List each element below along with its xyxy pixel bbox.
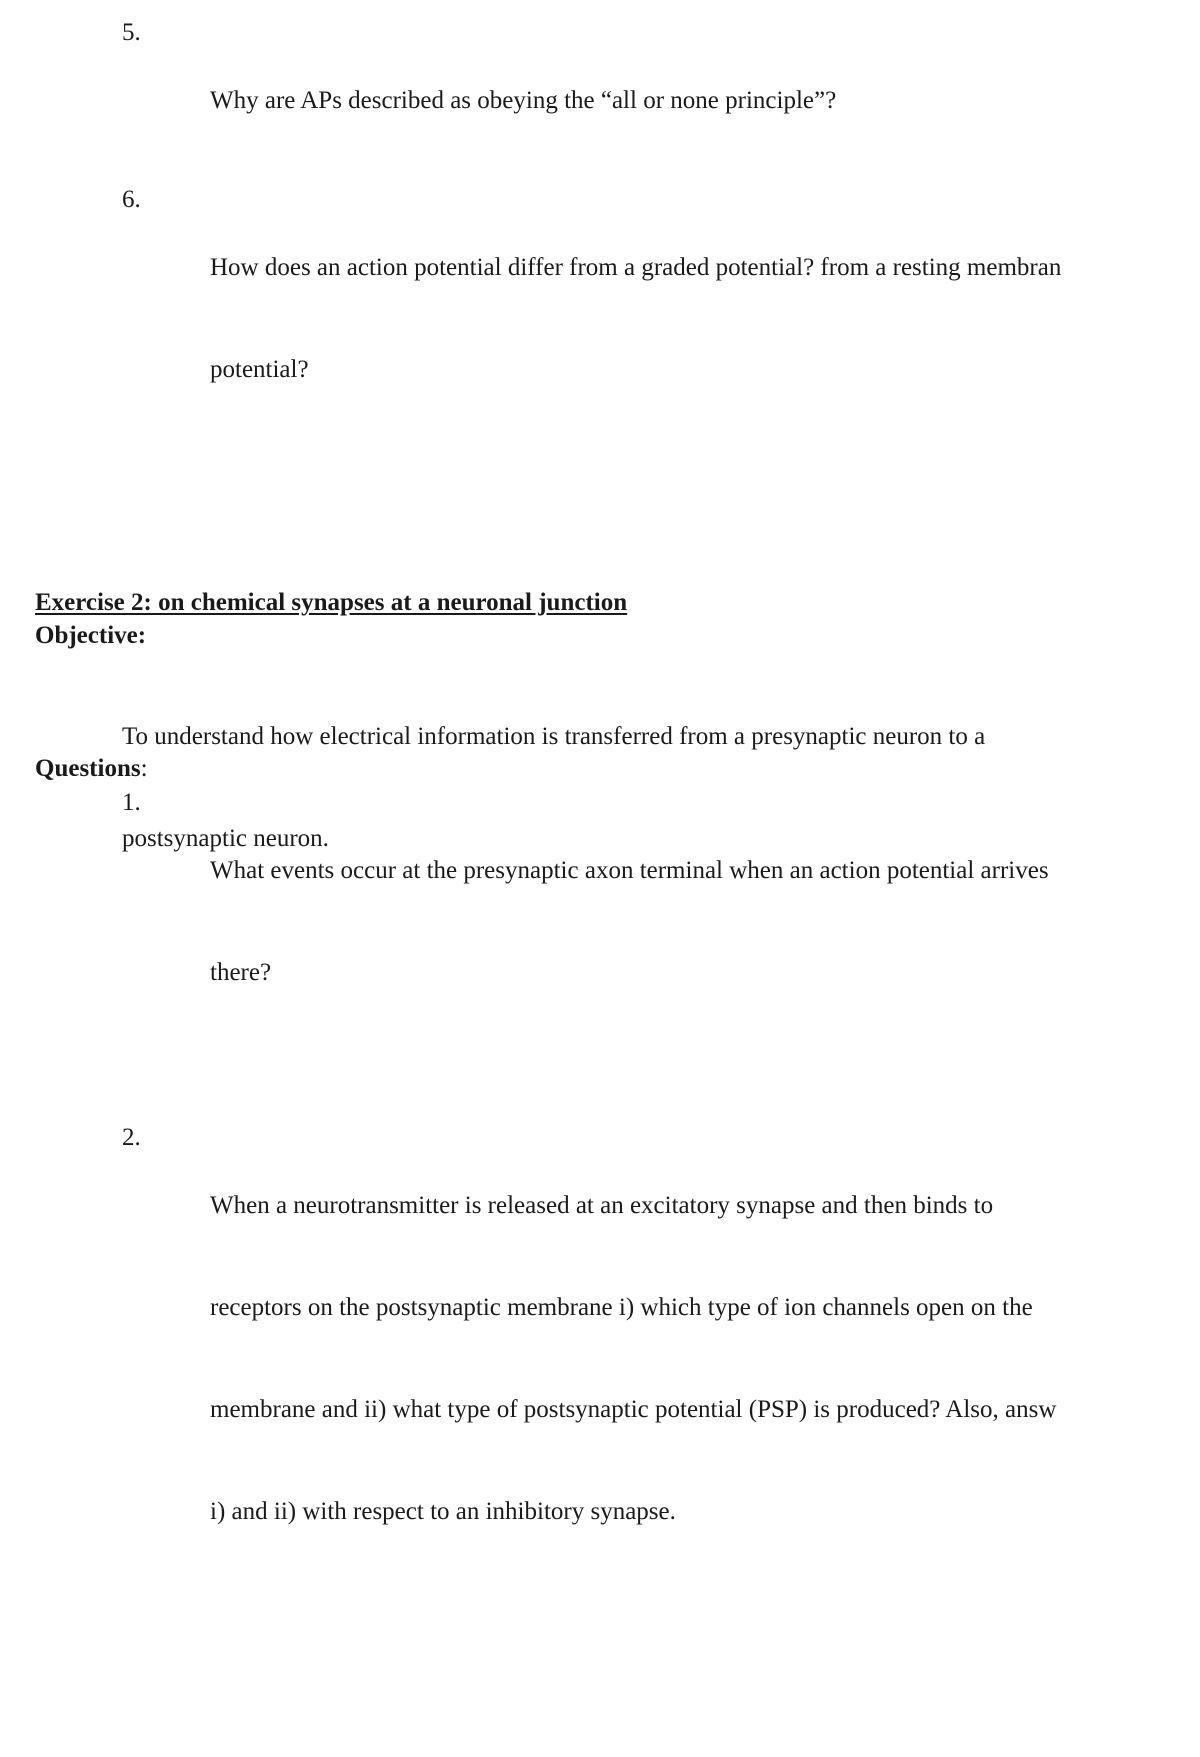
question-5-line-1: Why are APs described as obeying the “all or none principle”? xyxy=(210,87,837,114)
exercise-2-title: Exercise 2: on chemical synapses at a neuronal junction xyxy=(35,589,628,616)
exercise-2-question-1-line-1: What events occur at the presynaptic axon terminal when an action potential arrives xyxy=(210,857,1049,884)
objective-line-2: postsynaptic neuron. xyxy=(122,825,329,852)
exercise-2-question-2-text xyxy=(210,1121,1056,1597)
question-6-line-1: How does an action potential differ from a graded potential? from a resting membran xyxy=(210,254,1062,281)
exercise-2-question-1-line-2: there? xyxy=(210,959,272,986)
exercise-2-question-2-line-3: membrane and ii) what type of postsynaptic potential (PSP) is produced? Also, answ xyxy=(210,1396,1057,1423)
question-6-number: 6. xyxy=(122,186,141,213)
exercise-2-question-1-text xyxy=(210,786,1049,1058)
question-6-text xyxy=(210,183,1061,455)
questions-label-colon: : xyxy=(140,755,148,782)
questions-label-word: Questions xyxy=(35,755,141,782)
exercise-2-question-2-number: 2. xyxy=(122,1124,141,1151)
objective-label: Objective: xyxy=(35,622,147,649)
exercise-2-question-2-line-4: i) and ii) with respect to an inhibitory synapse. xyxy=(210,1498,676,1525)
questions-label xyxy=(35,752,148,786)
objective-line-1: To understand how electrical information is transferred from a presynaptic neuron to a xyxy=(122,723,986,750)
exercise-2-question-2-line-2: receptors on the postsynaptic membrane i) which type of ion channels open on the xyxy=(210,1294,1033,1321)
question-6-line-2: potential? xyxy=(210,356,309,383)
exercise-2-question-2-line-1: When a neurotransmitter is released at an excitatory synapse and then binds to xyxy=(210,1192,994,1219)
question-5-text xyxy=(210,16,836,186)
exercise-2-question-1-number: 1. xyxy=(122,789,141,816)
question-5-number: 5. xyxy=(122,19,141,46)
